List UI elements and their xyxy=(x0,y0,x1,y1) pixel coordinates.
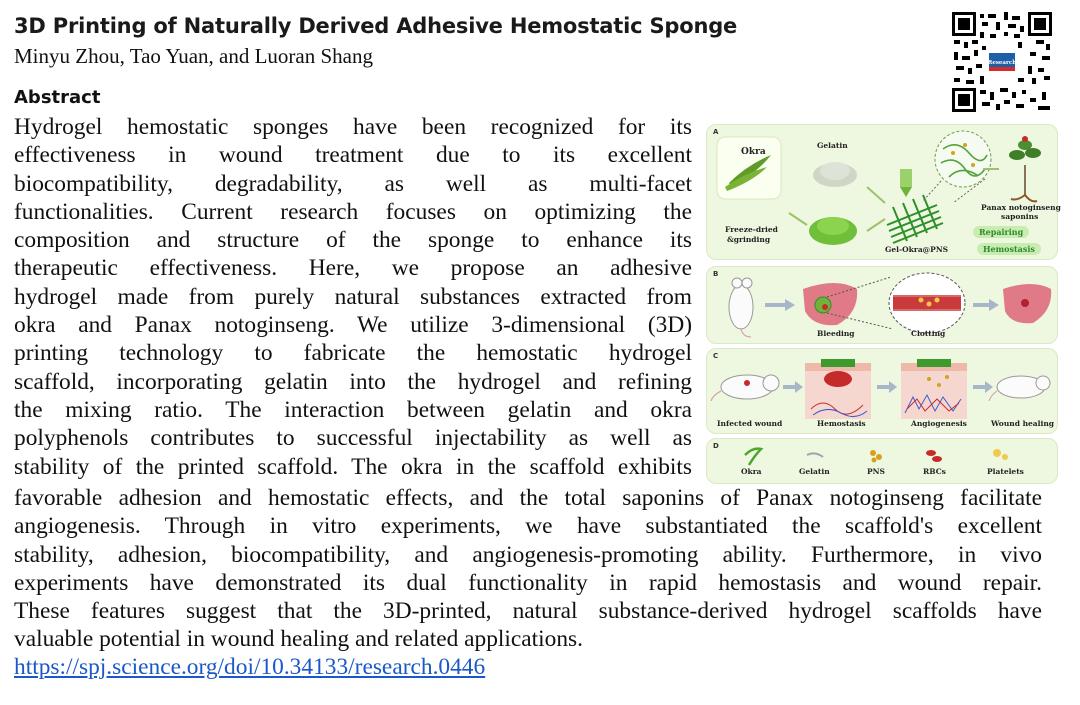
label-angiogenesis: Angiogenesis xyxy=(911,419,967,428)
abstract-line: biocompatibility, degradability, as well as multi-facet xyxy=(14,170,692,197)
legend-pns: PNS xyxy=(867,467,885,476)
skin-angiogenesis-icon xyxy=(901,359,967,419)
label-okra: Okra xyxy=(741,147,766,157)
legend-rbcs: RBCs xyxy=(923,467,946,476)
pns-legend-icon xyxy=(870,450,882,463)
abstract-heading: Abstract xyxy=(14,87,101,108)
abstract-line: stability, adhesion, biocompatibility, and angiogenesis-promoting ability. Furthermore, in vivo xyxy=(14,541,1042,568)
abstract-body-wrapped xyxy=(14,113,692,481)
label-bleeding: Bleeding xyxy=(817,329,855,338)
paper-title: 3D Printing of Naturally Derived Adhesive Hemostatic Sponge xyxy=(14,14,738,38)
label-infected-wound: Infected wound xyxy=(717,419,783,428)
abstract-line: scaffold, incorporating gelatin into the hydrogel and refining xyxy=(14,368,692,395)
abstract-line: valuable potential in wound healing and related applications. xyxy=(14,626,583,653)
skin-hemostasis-icon xyxy=(805,359,871,419)
network-zoom-icon xyxy=(935,131,991,187)
abstract-line: therapeutic effectiveness. Here, we propose an adhesive xyxy=(14,255,692,282)
qr-finder-top-left xyxy=(952,12,976,36)
mouse-icon xyxy=(729,278,753,337)
figure-panel-a xyxy=(706,124,1061,260)
label-panax-1: Panax notoginseng xyxy=(981,203,1061,212)
qr-code xyxy=(952,12,1052,112)
abstract-line: effectiveness in wound treatment due to its excellent xyxy=(14,142,692,169)
tag-repairing: Repairing xyxy=(973,226,1029,238)
abstract-line: Hydrogel hemostatic sponges have been recognized for its xyxy=(14,114,692,140)
abstract-line: printing technology to fabricate the hemostatic hydrogel xyxy=(14,340,692,367)
panel-label: A xyxy=(713,128,719,136)
abstract-line: composition and structure of the sponge to enhance its xyxy=(14,227,692,254)
author-list: Minyu Zhou, Tao Yuan, and Luoran Shang xyxy=(14,44,373,68)
label-grinding: &grinding xyxy=(727,235,771,244)
abstract-line: functionalities. Current research focuses on optimizing the xyxy=(14,198,692,225)
abstract-body-full xyxy=(14,484,1042,654)
panel-label: B xyxy=(713,270,719,278)
label-hemostasis: Hemostasis xyxy=(817,419,866,428)
mouse-healed-icon xyxy=(989,376,1050,401)
figure-panel-b xyxy=(706,266,1058,344)
abstract-line: angiogenesis. Through in vitro experiments, we have substantiated the scaffold's excellent xyxy=(14,513,1042,540)
abstract-line: experiments have demonstrated its dual functionality in rapid hemostasis and wound repair. xyxy=(14,569,1042,596)
abstract-line: favorable adhesion and hemostatic effects, and the total saponins of Panax notoginseng facilitate xyxy=(14,485,1042,511)
arrow-icon xyxy=(789,213,807,225)
legend-okra: Okra xyxy=(741,467,762,476)
abstract-line: okra and Panax notoginseng. We utilize 3-dimensional (3D) xyxy=(14,312,692,339)
legend-platelets: Platelets xyxy=(987,467,1024,476)
panel-b-illustration xyxy=(707,267,1057,343)
graphical-abstract-figure xyxy=(706,124,1061,484)
abstract-line: the mixing ratio. The interaction between gelatin and okra xyxy=(14,396,692,423)
panel-label: D xyxy=(713,442,719,450)
label-gelatin: Gelatin xyxy=(817,141,848,150)
label-freeze-dried: Freeze-dried xyxy=(725,225,778,234)
panel-label: C xyxy=(713,352,719,360)
label-panax-2: saponins xyxy=(1001,212,1039,221)
qr-finder-top-right xyxy=(1028,12,1052,36)
figure-panel-d xyxy=(706,438,1058,484)
label-wound-healing: Wound healing xyxy=(991,419,1055,428)
gelatin-legend-icon xyxy=(807,453,823,457)
label-gel-okra-pns: Gel-Okra@PNS xyxy=(885,245,949,254)
mouse-infected-icon xyxy=(711,375,779,401)
qr-finder-bottom-left xyxy=(952,88,976,112)
platelets-legend-icon xyxy=(993,449,1008,460)
abstract-line: hydrogel made from purely natural substances extracted from xyxy=(14,283,692,310)
abstract-line: stability of the printed scaffold. The okra in the scaffold exhibits xyxy=(14,453,692,480)
label-clotting: Clotting xyxy=(911,329,946,338)
okra-legend-icon xyxy=(745,449,761,465)
panel-d-legend-icons xyxy=(707,439,1057,483)
doi-link[interactable]: https://spj.science.org/doi/10.34133/research.0446 xyxy=(14,654,486,680)
printer-nozzle-icon xyxy=(900,169,912,187)
abstract-line: polyphenols contributes to successful injectability as well as xyxy=(14,425,692,452)
legend-gelatin: Gelatin xyxy=(799,467,830,476)
rbc-legend-icon xyxy=(926,450,942,462)
printed-scaffold-icon xyxy=(887,195,943,243)
abstract-line: These features suggest that the 3D-printed, natural substance-derived hydrogel scaffolds have xyxy=(14,598,1042,625)
panax-notoginseng-icon xyxy=(1009,136,1041,201)
tag-hemostasis: Hemostasis xyxy=(977,243,1041,255)
qr-logo-text: Research xyxy=(987,60,1017,66)
figure-panel-c xyxy=(706,348,1058,434)
